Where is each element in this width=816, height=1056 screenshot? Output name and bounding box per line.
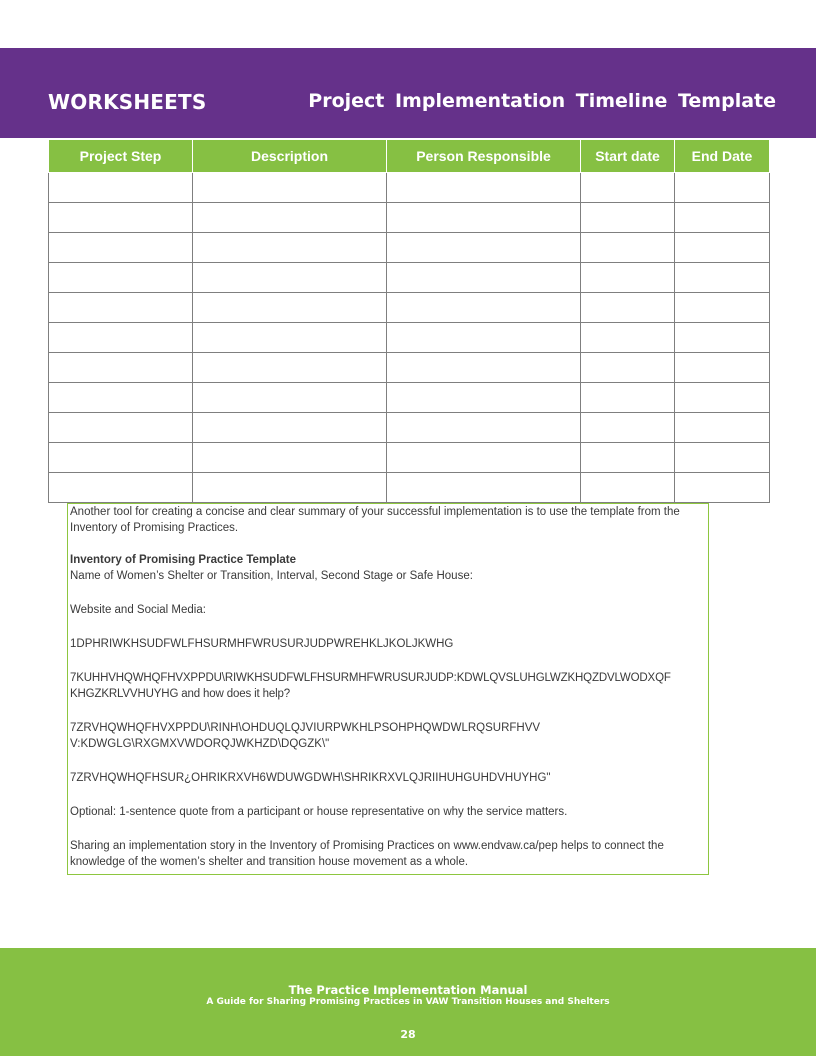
table-cell[interactable] (49, 263, 193, 293)
table-cell[interactable] (581, 173, 675, 203)
table-cell[interactable] (675, 203, 770, 233)
table-cell[interactable] (581, 383, 675, 413)
column-header-description: Description (193, 140, 387, 173)
inventory-text-box (67, 503, 709, 875)
table-cell[interactable] (193, 203, 387, 233)
table-cell[interactable] (387, 293, 581, 323)
table-cell[interactable] (387, 383, 581, 413)
table-cell[interactable] (49, 323, 193, 353)
table-cell[interactable] (675, 353, 770, 383)
table-cell[interactable] (193, 323, 387, 353)
table-cell[interactable] (49, 353, 193, 383)
table-row (49, 443, 770, 473)
table-row (49, 323, 770, 353)
table-cell[interactable] (675, 233, 770, 263)
garbled-line-2: 7KUHHVHQWHQFHVXPPDU\RIWKHSUDFWLFHSURMHFWRUSURJUDP:KDWLQVSLUHGLWZKHQZDVLWODXQF KHGZKRLVVHUYHG and how does it help? (70, 672, 671, 700)
table-cell[interactable] (49, 473, 193, 503)
table-cell[interactable] (387, 233, 581, 263)
table-row (49, 263, 770, 293)
footer-subtitle: A Guide for Sharing Promising Practices in VAW Transition Houses and Shelters (206, 997, 610, 1007)
table-cell[interactable] (675, 473, 770, 503)
column-header-start-date: Start date (581, 140, 675, 173)
table-cell[interactable] (675, 323, 770, 353)
table-cell[interactable] (581, 203, 675, 233)
page-title: Project Implementation Timeline Template (308, 90, 776, 112)
garbled-line-4: 7ZRVHQWHQFHSUR¿OHRIKRXVH6WDUWGDWH\SHRIKRXVLQJRIIHUHGUHDVHUYHG" (70, 772, 551, 784)
table-cell[interactable] (193, 383, 387, 413)
table-row (49, 353, 770, 383)
template-heading: Inventory of Promising Practice Template (70, 554, 297, 566)
name-line: Name of Women’s Shelter or Transition, Interval, Second Stage or Safe House: (70, 570, 473, 582)
footer-manual-title: The Practice Implementation Manual (288, 983, 528, 997)
table-cell[interactable] (193, 443, 387, 473)
table-cell[interactable] (193, 233, 387, 263)
section-label: WORKSHEETS (48, 90, 207, 114)
column-header-end-date: End Date (675, 140, 770, 173)
table-cell[interactable] (49, 173, 193, 203)
table-cell[interactable] (387, 323, 581, 353)
table-cell[interactable] (49, 383, 193, 413)
table-cell[interactable] (675, 443, 770, 473)
table-cell[interactable] (193, 173, 387, 203)
table-cell[interactable] (581, 293, 675, 323)
sharing-paragraph: Sharing an implementation story in the Inventory of Promising Practices on www.endvaw.ca/pep helps to connect the knowledge of the women’s shelter and transition house movement as a whole. (70, 840, 664, 868)
table-body (49, 173, 770, 503)
table-cell[interactable] (675, 173, 770, 203)
table-cell[interactable] (581, 443, 675, 473)
table-cell[interactable] (49, 443, 193, 473)
timeline-table (48, 139, 770, 503)
table-cell[interactable] (581, 353, 675, 383)
table-cell[interactable] (387, 263, 581, 293)
website-line: Website and Social Media: (70, 604, 206, 616)
optional-quote-line: Optional: 1-sentence quote from a participant or house representative on why the service matters. (70, 806, 568, 818)
page-number: 28 (400, 1028, 416, 1041)
table-header-row (49, 140, 770, 173)
intro-paragraph: Another tool for creating a concise and clear summary of your successful implementation is to use the template from the Inventory of Promising Practices. (70, 506, 680, 534)
table-row (49, 413, 770, 443)
table-cell[interactable] (193, 413, 387, 443)
table-cell[interactable] (193, 293, 387, 323)
table-cell[interactable] (387, 413, 581, 443)
table-cell[interactable] (675, 293, 770, 323)
table-cell[interactable] (581, 413, 675, 443)
table-row (49, 203, 770, 233)
table-cell[interactable] (675, 263, 770, 293)
table-cell[interactable] (387, 173, 581, 203)
table-row (49, 233, 770, 263)
table-cell[interactable] (581, 473, 675, 503)
table-cell[interactable] (387, 473, 581, 503)
column-header-project-step: Project Step (49, 140, 193, 173)
table-cell[interactable] (193, 353, 387, 383)
table-cell[interactable] (387, 443, 581, 473)
footer-banner (0, 948, 816, 1056)
table-cell[interactable] (387, 203, 581, 233)
table-cell[interactable] (581, 233, 675, 263)
table-cell[interactable] (387, 353, 581, 383)
table-cell[interactable] (49, 413, 193, 443)
table-cell[interactable] (675, 413, 770, 443)
column-header-person-responsible: Person Responsible (387, 140, 581, 173)
table-cell[interactable] (49, 203, 193, 233)
table-cell[interactable] (581, 263, 675, 293)
table-row (49, 293, 770, 323)
table-row (49, 173, 770, 203)
table-cell[interactable] (675, 383, 770, 413)
table-row (49, 383, 770, 413)
table-cell[interactable] (49, 233, 193, 263)
garbled-line-1: 1DPHRIWKHSUDFWLFHSURMHFWRUSURJUDPWREHKLJKOLJKWHG (70, 638, 454, 650)
table-cell[interactable] (581, 323, 675, 353)
table-cell[interactable] (49, 293, 193, 323)
table-row (49, 473, 770, 503)
header-banner (0, 48, 816, 138)
table-cell[interactable] (193, 473, 387, 503)
garbled-line-3: 7ZRVHQWHQFHVXPPDU\RINH\OHDUQLQJVIURPWKHLPSOHPHQWDWLRQSURFHVV V:KDWGLG\RXGMXVWDORQJWKHZD\DQGZK\" (70, 722, 541, 750)
table-cell[interactable] (193, 263, 387, 293)
